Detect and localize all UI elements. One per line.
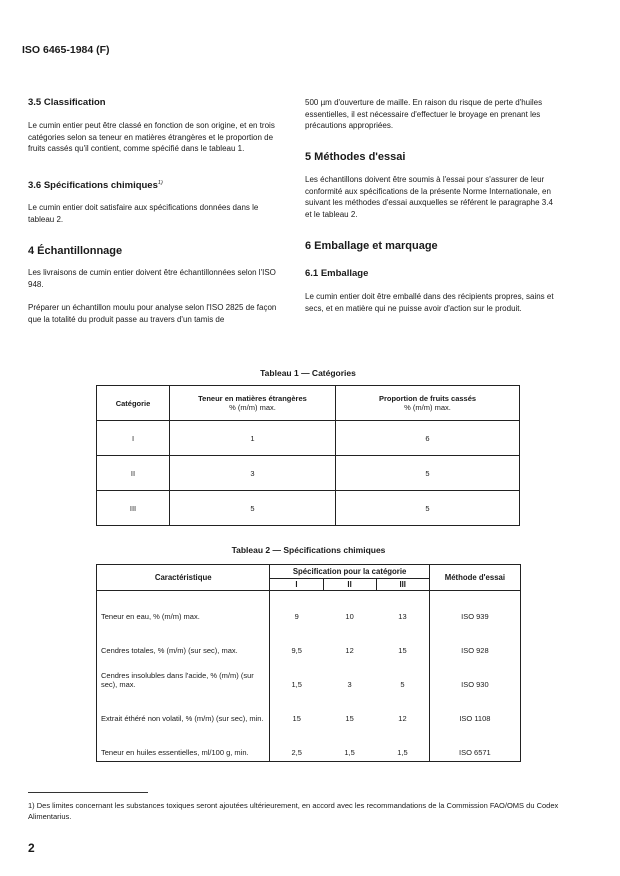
section-3-5-text: Le cumin entier peut être classé en fonction de son origine, et en trois catégories selon sa teneur en matières étrangères et le proportion de fruits cassés qu'il contient, comme spécifié dans le tableau 1. (28, 121, 275, 153)
section-5-title: 5 Méthodes d'essai (305, 151, 406, 163)
cell-foreign-matter: 1 (170, 421, 336, 456)
section-3-6-text: Le cumin entier doit satisfaire aux spécifications données dans le tableau 2. (28, 203, 259, 224)
col-header-characteristic: Caractéristique (97, 565, 270, 591)
footnote-text: 1) Des limites concernant les substances toxiques seront ajoutées ultérieurement, en accord avec les recommandations de la Commission FAO/OMS du Codex Alimentarius. (28, 801, 559, 821)
col-header-broken-fruit: Proportion de fruits cassés % (m/m) max. (336, 386, 520, 421)
cell-characteristic: Teneur en huiles essentielles, ml/100 g, min. (97, 727, 270, 762)
cell-category: III (97, 491, 170, 526)
section-3-6-title (28, 180, 283, 191)
cell-cat-3: 1,5 (376, 727, 429, 762)
section-4-continuation: 500 µm d'ouverture de maille. En raison du risque de perte d'huiles essentielles, il est nécessaire d'effectuer le broyage en prenant les précautions appropriées. (305, 98, 543, 130)
cell-cat-2: 12 (345, 646, 354, 655)
cell-method: ISO 928 (429, 625, 520, 659)
table-1-caption: Tableau 1 — Catégories (260, 368, 356, 378)
table-chemical-specs (96, 564, 521, 762)
cell-cat-1: 9 (270, 591, 323, 626)
section-5-text: Les échantillons doivent être soumis à l'essai pour s'assurer de leur conformité aux spécifications de la présente Norme Internationale, en suivant les méthodes d'essai auxquelles se référent le paragraphe 3.4 et le tableau 2. (305, 175, 553, 219)
cell-broken-fruit: 6 (336, 421, 520, 456)
cell-category: II (97, 456, 170, 491)
footnote-divider (28, 792, 148, 793)
col-header-cat-1: I (270, 579, 323, 591)
col-header-cat-3: III (376, 579, 429, 591)
section-6-1-text: Le cumin entier doit être emballé dans des récipients propres, sains et secs, et en matière qui ne puisse avoir d'action sur le produit. (305, 292, 554, 313)
cell-cat-3: 15 (398, 646, 407, 655)
cell-characteristic: Cendres insolubles dans l'acide, % (m/m) (sur sec), max. (97, 659, 270, 693)
col-header-category: Catégorie (97, 386, 170, 421)
cell-cat-1: 1,5 (270, 659, 323, 693)
table-row (97, 421, 520, 456)
cell-characteristic: Extrait éthéré non volatil, % (m/m) (sur sec), min. (97, 693, 270, 727)
table-row (97, 591, 521, 626)
cell-category: I (97, 421, 170, 456)
cell-method: ISO 6571 (429, 727, 520, 762)
table-row (97, 491, 520, 526)
cell-cat-3: 5 (400, 680, 405, 689)
cell-cat-1: 15 (270, 693, 323, 727)
section-6-1-title: 6.1 Emballage (305, 268, 369, 279)
section-3-6-title-text: 3.6 Spécifications chimiques (28, 180, 158, 192)
cell-foreign-matter: 5 (170, 491, 336, 526)
col-header-spec: Spécification pour la catégorie (270, 565, 429, 579)
section-4-paragraph-2: Préparer un échantillon moulu pour analyse selon l'ISO 2825 de façon que la totalité du produit passe au travers d'un tamis de (28, 303, 277, 324)
table-categories (96, 385, 520, 526)
cell-characteristic: Cendres totales, % (m/m) (sur sec), max. (97, 625, 270, 659)
section-3-5-title: 3.5 Classification (28, 97, 106, 108)
cell-method: ISO 930 (429, 659, 520, 693)
col-header-cat-2: II (323, 579, 376, 591)
cell-method: ISO 1108 (429, 693, 520, 727)
document-id: ISO 6465-1984 (F) (22, 44, 110, 56)
cell-cat-2: 15 (345, 714, 354, 723)
table-2-caption: Tableau 2 — Spécifications chimiques (231, 545, 386, 555)
cell-cat-1: 9,5 (270, 625, 323, 659)
cell-characteristic: Teneur en eau, % (m/m) max. (97, 591, 270, 626)
cell-foreign-matter: 3 (170, 456, 336, 491)
col-header-foreign-matter: Teneur en matières étrangères % (m/m) max. (170, 386, 336, 421)
section-6-title: 6 Emballage et marquage (305, 240, 438, 252)
table-row (97, 727, 521, 762)
cell-broken-fruit: 5 (336, 456, 520, 491)
cell-cat-1: 2,5 (270, 727, 323, 762)
footnote-marker: 1) (157, 180, 163, 186)
cell-method: ISO 939 (429, 591, 520, 626)
table-row (97, 625, 521, 659)
cell-cat-2: 10 (345, 612, 354, 621)
cell-broken-fruit: 5 (336, 491, 520, 526)
section-4-paragraph-1: Les livraisons de cumin entier doivent être échantillonnées selon l'ISO 948. (28, 268, 276, 289)
cell-cat-3: 13 (398, 612, 407, 621)
cell-cat-2: 1,5 (323, 727, 376, 762)
cell-cat-3: 12 (398, 714, 407, 723)
cell-cat-2: 3 (347, 680, 352, 689)
page-number: 2 (28, 841, 35, 855)
table-row (97, 693, 521, 727)
table-row (97, 659, 521, 693)
section-4-title: 4 Échantillonnage (28, 245, 123, 257)
table-row (97, 456, 520, 491)
col-header-method: Méthode d'essai (429, 565, 520, 591)
